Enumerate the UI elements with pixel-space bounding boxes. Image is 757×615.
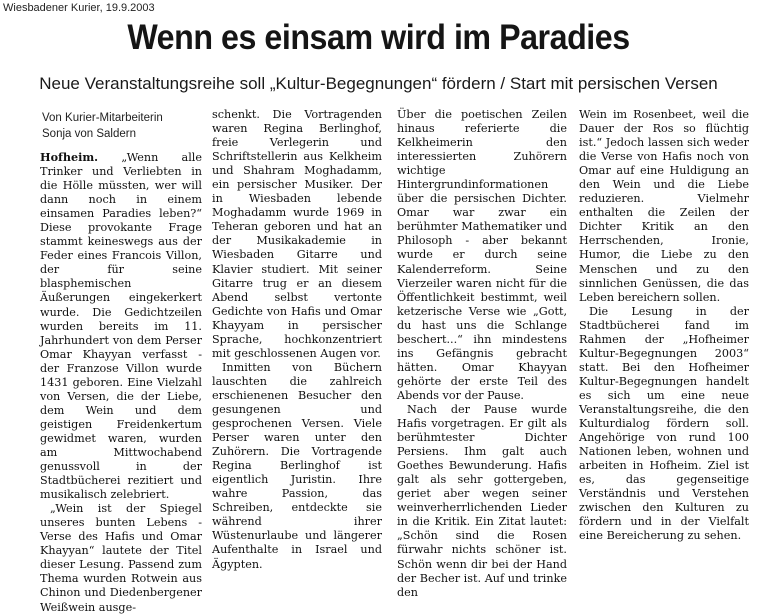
byline [42,110,207,142]
article-column-1 [40,150,202,615]
article-paragraph: Wein im Rosenbeet, weil die Dauer der Ros so flüchtig ist.“ Jedoch lassen sich weder die Verse von Hafis noch von Omar auf eine Huldigung an den Wein und die Liebe reduzieren. Vielmehr enthalten die Zeilen der Dichter Kritik an den Herrschenden, Ironie, Humor, die Liebe zu den Menschen und zu den sinnlichen Genüssen, die das Leben bereichern sollen. [579,108,749,304]
article-paragraph [40,150,202,502]
newspaper-source: Wiesbadener Kurier, 19.9.2003 [3,2,155,14]
article-paragraph: Nach der Pause wurde Hafis vorgetragen. Er gilt als berühmtester Dichter Persiens. Ihm galt auch Goethes Bewunderung. Hafis galt als sehr gottergeben, geriet aber wegen seiner weinverherrlichenden Lieder in die Kritik. Ein Zitat lautet: „Schön sind die Rosen fürwahr nichts schöner ist. Schön wenn dir bei der Hand der Becher ist. Auf und trinke den [397,402,567,599]
article-paragraph: Inmitten von Büchern lauschten die zahlreich erschienenen Besucher den gesungenen und gesprochenen Versen. Viele Perser waren unter den Zuhörern. Die Vortragende Regina Berlinghof ist eigentlich Juristin. Ihre wahre Passion, das Schreiben, entdeckte sie während ihrer Wüstenurlaube und längerer Aufenthalte in Israel und Ägypten. [212,360,382,571]
byline-line1: Von Kurier-Mitarbeiterin [42,112,163,124]
article-paragraph: schenkt. Die Vortragenden waren Regina Berlinghof, freie Verlegerin und Schriftstellerin aus Kelkheim und Shahram Moghadamm, ein persischer Musiker. Der in Wiesbaden lebende Moghadamm wurde 1969 in Teheran geboren und hat an der Musikakademie in Wiesbaden Gitarre und Klavier studiert. Mit seiner Gitarre trug er an diesem Abend selbst vertonte Gedichte von Hafis und Omar Khayyam in persischer Sprache, hochkonzentriert mit geschlossenen Augen vor. [212,108,382,360]
headline: Wenn es einsam wird im Paradies [127,18,630,57]
byline-line2: Sonja von Saldern [42,128,136,140]
article-column-3 [397,108,567,600]
article-column-2 [212,108,382,572]
article-paragraph: Die Lesung in der Stadtbücherei fand im Rahmen der „Hofheimer Kultur-Begegnungen 2003“ statt. Bei den Hofheimer Kultur-Begegnungen handelt es sich um eine neue Veranstaltungsreihe, die den Kulturdialog fördern soll. Angehörige von rund 100 Nationen leben, wohnen und arbeiten in Hofheim. Ziel ist es, das gegenseitige Verständnis und Verstehen zwischen den Kulturen zu fördern und in der Vielfalt eine Bereicherung zu sehen. [579,304,749,543]
article-column-4 [579,108,749,543]
paragraph-text: „Wenn alle Trinker und Verliebten in die Hölle müssten, wer will dann noch in einem einsamen Paradies leben?“ Diese provokante Frage stammt keineswegs aus der Feder eines Francois Villon, der für seine blasphemischen Äußerungen eingekerkert wurde. Die Gedichtzeilen wurden bereits im 11. Jahrhundert von dem Perser Omar Khayyan verfasst - der Franzose Villon wurde 1431 geboren. Eine Vielzahl von Versen, die der Liebe, dem Wein und dem geistigen Freidenkertum gewidmet waren, wurden am Mittwochabend genussvoll in der Stadtbücherei rezitiert und musikalisch zelebriert. [40,151,202,502]
dateline-place: Hofheim. [40,150,99,164]
article-paragraph: „Wein ist der Spiegel unseres bunten Lebens - Verse des Hafis und Omar Khayyan“ lautete der Titel dieser Lesung. Passend zum Thema wurden Rotwein aus Chinon und Diedenbergener Weißwein ausge- [40,502,202,614]
subtitle: Neue Veranstaltungsreihe soll „Kultur-Begegnungen“ fördern / Start mit persischen Versen [39,74,718,93]
article-paragraph: Über die poetischen Zeilen hinaus referierte die Kelkheimerin den interessierten Zuhörern wichtige Hintergrundinformationen über die persischen Dichter. Omar war zwar ein berühmter Mathematiker und Philosoph - aber bekannt wurde er durch seine Kalenderreform. Seine Vierzeiler waren nicht für die Öffentlichkeit bestimmt, weil ketzerische Verse wie „Gott, du hast uns die Schlange beschert...“ ihn mindestens ins Gefängnis gebracht hätten. Omar Khayyan gehörte der erste Teil des Abends vor der Pause. [397,108,567,402]
